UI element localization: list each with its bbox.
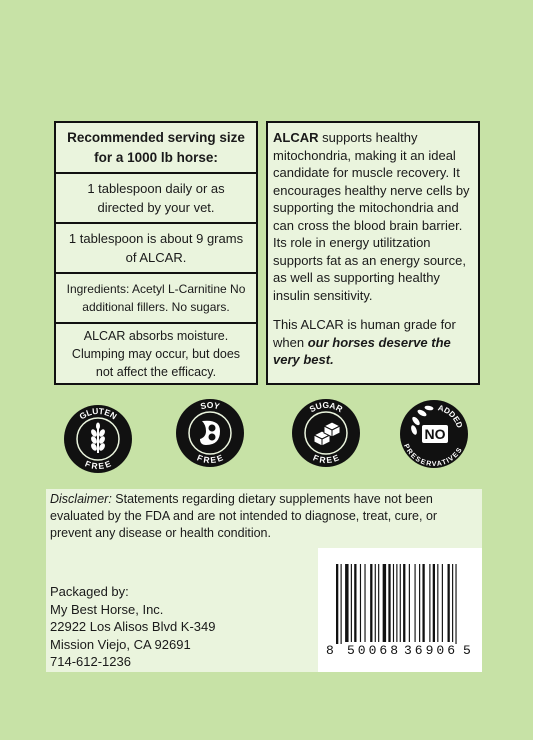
barcode-bar (336, 564, 338, 644)
human-grade-text: This ALCAR is human grade for when (273, 317, 456, 350)
no-label: NO (424, 426, 446, 442)
barcode-bar (403, 564, 405, 642)
barcode-bar (433, 564, 435, 642)
barcode-bars (336, 564, 464, 644)
added-label: ADDED (437, 403, 465, 430)
sugar-label: SUGAR (307, 399, 345, 415)
sugar-free-badge (292, 399, 360, 467)
barcode-bar (341, 564, 342, 644)
soy-free-label: FREE (195, 452, 225, 466)
barcode-bar (388, 564, 390, 642)
barcode-bar (345, 564, 348, 642)
barcode (318, 548, 482, 672)
serving-size-header: Recommended serving size for a 1000 lb horse: (56, 123, 256, 174)
ingredients-row: Ingredients: Acetyl L-Carnitine No additional fillers. No sugars. (56, 274, 256, 324)
phone-number: 714-612-1236 (50, 654, 131, 669)
serving-grams-row: 1 tablespoon is about 9 grams of ALCAR. (56, 224, 256, 274)
product-description (266, 121, 480, 385)
barcode-bar (419, 564, 420, 642)
barcode-bar (375, 564, 376, 642)
barcode-bar (400, 564, 401, 642)
barcode-bar (364, 564, 365, 642)
soy-label: SOY (199, 400, 221, 412)
barcode-bar (354, 564, 356, 642)
soy-free-badge (176, 399, 244, 467)
disclaimer-label: Disclaimer: (50, 492, 112, 506)
company-name: My Best Horse, Inc. (50, 601, 164, 617)
gluten-free-label: FREE (83, 458, 113, 472)
barcode-bar (351, 564, 352, 642)
barcode-bar (442, 564, 443, 642)
barcode-bar (409, 564, 410, 642)
packager-info (46, 548, 318, 672)
description-paragraph-1 (273, 129, 473, 304)
barcode-group-1: 50068 (347, 643, 402, 658)
barcode-bar (396, 564, 397, 642)
barcode-bar (370, 564, 372, 642)
barcode-digit-last: 5 (463, 643, 471, 658)
barcode-bar (360, 564, 361, 642)
barcode-bar (452, 564, 453, 642)
barcode-bar (378, 564, 379, 642)
no-added-preservatives-badge (400, 400, 468, 468)
preservatives-label: PRESERVATIVES (402, 443, 464, 468)
barcode-digit-first: 8 (326, 643, 334, 658)
barcode-bar (383, 564, 386, 642)
description-text: supports healthy mitochondria, making it an ideal candidate for muscle recovery. It encourages healthy nerve cells by supporting the mitochondria and can cross the blood brain barrier. Its role in energy utilitzation supports fat as an energy source, as well as supporting healthy insulin sensitivity. (273, 130, 470, 303)
serving-size-table (54, 121, 258, 385)
gluten-label: GLUTEN (77, 405, 119, 422)
description-paragraph-2 (273, 316, 473, 369)
barcode-bar (422, 564, 424, 642)
barcode-bar (448, 564, 450, 642)
serving-dose-row: 1 tablespoon daily or as directed by your vet. (56, 174, 256, 224)
disclaimer-text: Statements regarding dietary supplements have not been evaluated by the FDA and are not intended to diagnose, treat, cure, or prevent any disease or health condition. (50, 492, 438, 540)
barcode-group-2: 36906 (404, 643, 459, 658)
street-address: 22922 Los Alisos Blvd K-349 (50, 619, 216, 634)
disclaimer (46, 489, 482, 548)
sugar-free-label: FREE (311, 452, 341, 466)
barcode-bar (429, 564, 430, 642)
tagline: our horses deserve the very best. (273, 334, 451, 367)
packaged-label: Packaged by: (50, 584, 129, 599)
svg-text:SOY (199, 400, 221, 411)
barcode-bar (437, 564, 438, 642)
barcode-bar (455, 564, 456, 644)
city-state-zip: Mission Viejo, CA 92691 (50, 636, 191, 652)
product-name: ALCAR (273, 130, 319, 145)
barcode-bar (393, 564, 394, 642)
gluten-free-badge (64, 405, 132, 473)
moisture-note-row: ALCAR absorbs moisture. Clumping may occur, but does not affect the efficacy. (71, 328, 241, 379)
barcode-bar (415, 564, 416, 642)
